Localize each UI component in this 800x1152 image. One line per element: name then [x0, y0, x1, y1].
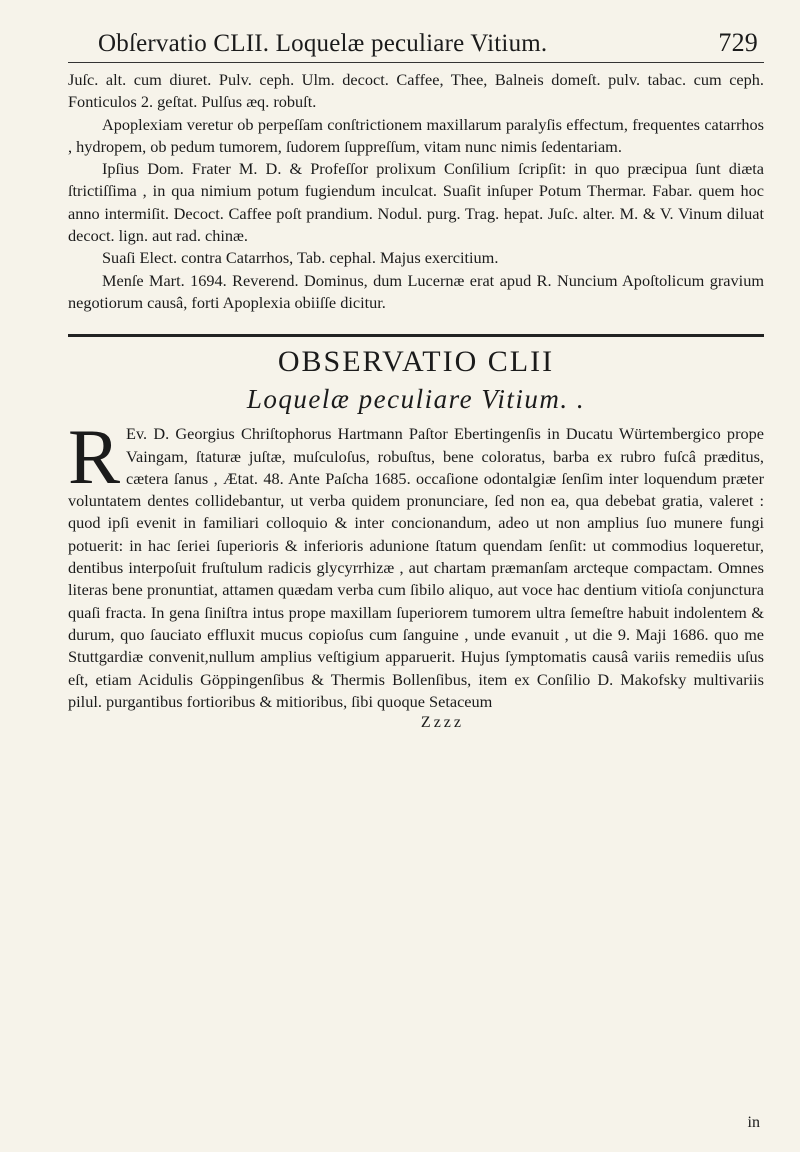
section-rule	[68, 334, 764, 337]
paragraph-jusc: Juſc. alt. cum diuret. Pulv. ceph. Ulm. decoct. Caffee, Thee, Balneis domeſt. pulv. tabac. cum ceph. Fonticulos 2. geſtat. Pulſus æq. robuſt.	[68, 70, 764, 112]
paragraph-suasi: Suaſi Elect. contra Catarrhos, Tab. cephal. Majus exercitium.	[102, 248, 499, 268]
section-title: OBSERVATIO CLII	[277, 345, 555, 379]
paragraph-ipsius: Ipſius Dom. Frater M. D. & Profeſſor prolixum Conſilium ſcripſit: in quo præcipua ſunt diæta ſtrictiſſima , in qua nimium potum fugiendum inculcat. Suaſit inſuper Potum Thermar. Fabar. quem hoc anno intermiſit. Decoct. Caffee poſt prandium. Nodul. purg. Trag. hepat. Juſc. alter. M. & V. Vinum diluat decoct. lign. aut rad. chinæ.	[68, 159, 764, 246]
drop-cap: R	[68, 413, 121, 501]
header-title: Obſervatio CLII. Loquelæ peculiare Vitium.	[98, 30, 548, 57]
catchword: in	[747, 1114, 760, 1131]
running-header	[68, 28, 764, 58]
main-paragraph-text: Ev. D. Georgius Chriſtophorus Hartmann Paſtor Ebertingenſis in Ducatu Würtembergico prope Vaingam, ſtaturæ juſtæ, muſculoſus, robuſtus, bene coloratus, barba ex rubro fuſcâ præditus, cætera ſanus , Ætat. 48. Ante Paſcha 1685. occaſione odontalgiæ ſenſim inter loquendum præter voluntatem dentes collidebantur, ut verba quidem pronunciare, ſed non ea, qua debebat gratia, valeret : quod ipſi evenit in familiari colloquio & inter concionandum, adeo ut non amplius ſuo munere fungi potuerit: in hac ſeriei ſuperioris & inferioris adunione ſtatum quendam ſenſit: ut commodius loqueretur, dentibus interpoſuit fruſtulum radicis glycyrrhizæ , aut chartam præmanſam arcteque compactam. Omnes literas bene pronuntiat, attamen quædam verba cum ſibilo aliquo, aut voce hac dentium vitioſa conjunctura quaſi fracta. In gena ſiniſtra intus prope maxillam ſuperiorem tumorem ultra ſemeſtre habuit indolentem & durum, quo ſauciato effluxit mucus copioſus cum ſanguine , unde evanuit , ut die 9. Maji 1686. quo me Stuttgardiæ convenit,nullum amplius veſtigium apparuerit. Hujus ſymptomatis causâ variis remediis uſus eſt, etiam Acidulis Göppingenſibus & Thermis Bollenſibus, item ex Conſilio D. Makofsky multivariis pilul. purgantibus fortioribus & mitioribus, ſibi quoque Setaceum	[68, 424, 764, 711]
header-rule	[68, 62, 764, 63]
paragraph-mense: Menſe Mart. 1694. Reverend. Dominus, dum Lucernæ erat apud R. Nuncium Apoſtolicum gravium negotiorum causâ, forti Apoplexia obiiſſe dicitur.	[68, 270, 764, 312]
page-number: 729	[718, 28, 758, 57]
section-subtitle: Loquelæ peculiare Vitium. .	[246, 384, 586, 415]
paragraph-apoplexiam: Apoplexiam veretur ob perpeſſam conſtrictionem maxillarum paralyſis effectum, frequentes catarrhos , hydropem, ob pedum tumorem, ſudorem ſuppreſſum, vitam nunc nimis ſedentariam.	[68, 114, 764, 156]
main-paragraph	[68, 413, 764, 713]
signature-mark: Zzzz	[420, 714, 464, 732]
